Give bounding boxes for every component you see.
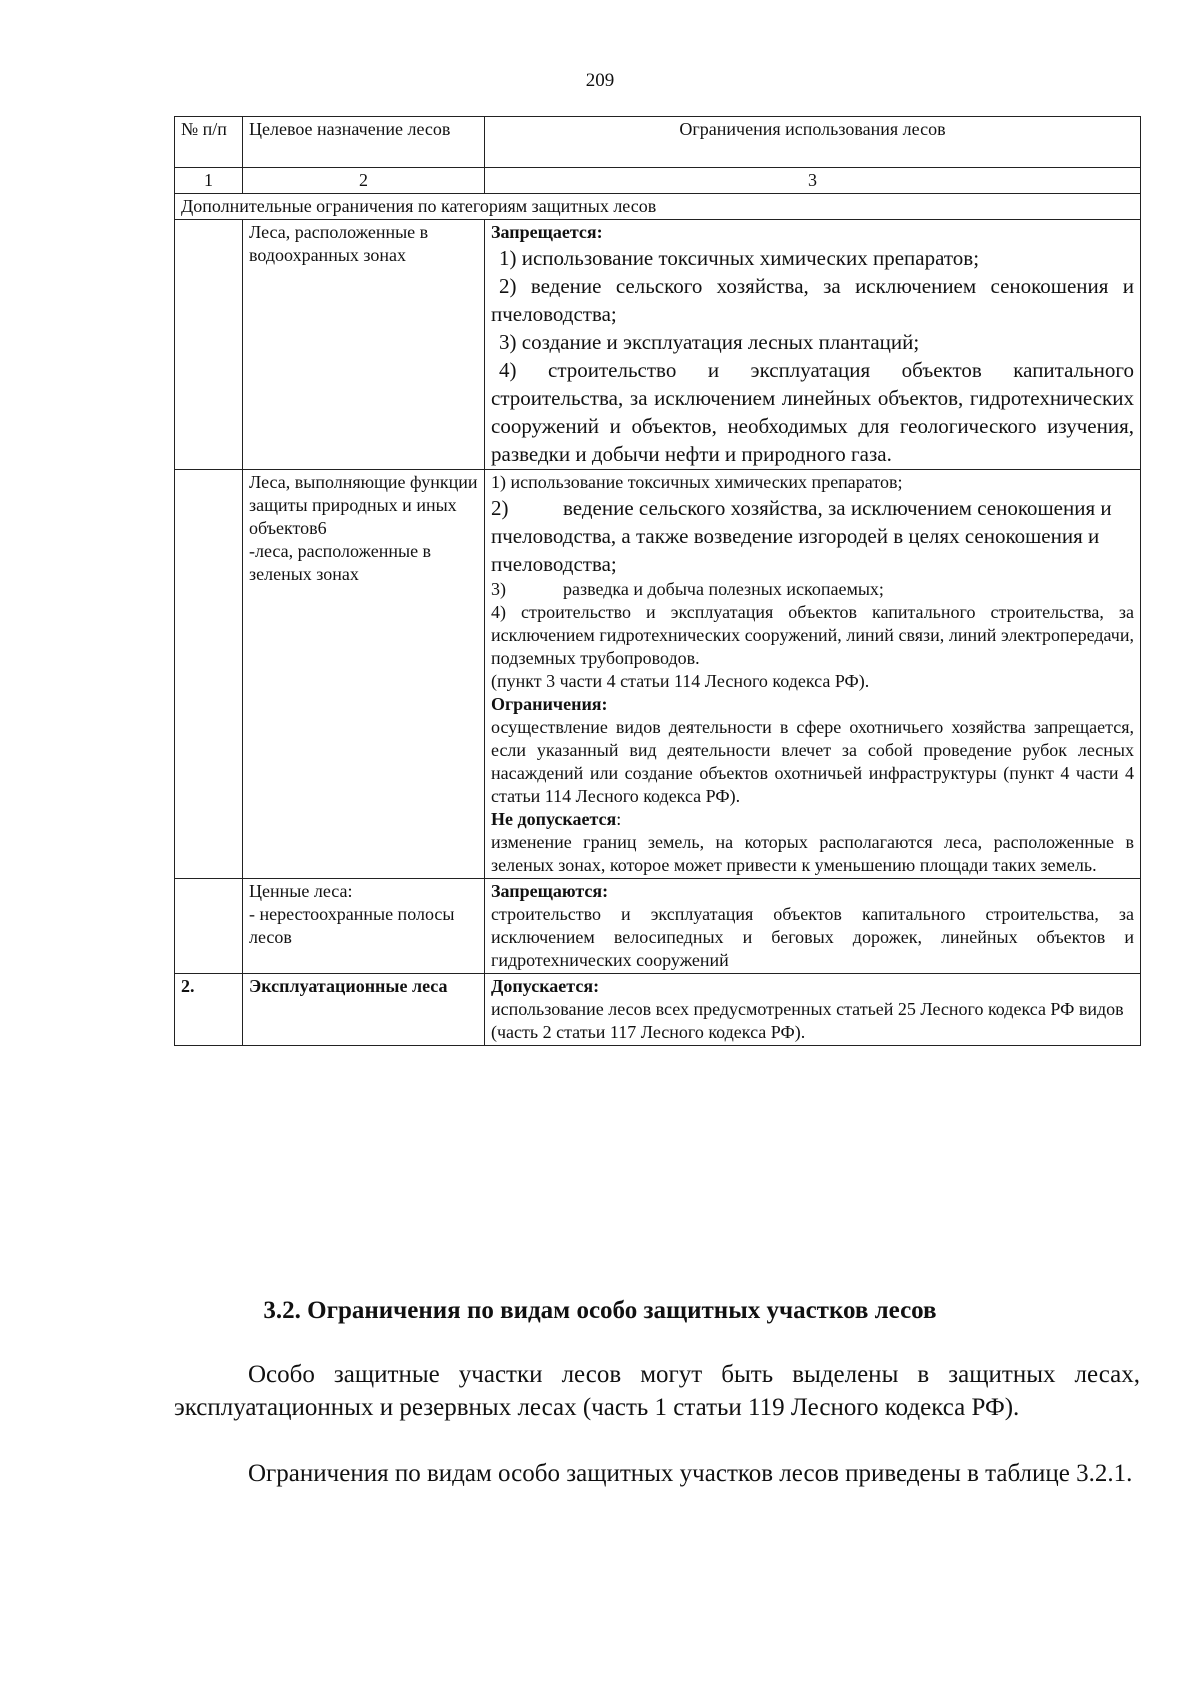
table-row	[175, 220, 1141, 470]
row2-purpose-line-1: Леса, выполняющие функции защиты природных и иных объектов6	[249, 472, 478, 538]
paragraph-1: Особо защитные участки лесов могут быть выделены в защитных лесах, эксплуатационных и резервных лесах (часть 1 статьи 119 Лесного кодекса РФ).	[174, 1361, 1140, 1421]
row3-number	[175, 879, 243, 974]
page-number: 209	[585, 70, 615, 91]
row1-restrictions	[485, 220, 1141, 470]
row3-restrictions	[485, 879, 1141, 974]
table-header-row	[175, 117, 1141, 168]
row1-item-4: 4) строительство и эксплуатация объектов капитального строительства, за исключением линейных объектов, гидротехнических сооружений и объектов, необходимых для геологического изучения, разведки и добычи нефти и природного газа.	[491, 358, 1134, 466]
row2-item-4: 4) строительство и эксплуатация объектов капитального строительства, за исключением гидротехнических сооружений, линий связи, линий электропередачи, подземных трубопроводов.	[491, 602, 1134, 668]
header-purpose: Целевое назначение лесов	[243, 117, 485, 168]
row2-purpose	[243, 470, 485, 879]
row2-item-3-number: 3)	[491, 579, 506, 599]
row4-restrictions	[485, 974, 1141, 1046]
table-row	[175, 879, 1141, 974]
row1-number	[175, 220, 243, 470]
row3-text: строительство и эксплуатация объектов капитального строительства, за исключением велосипедных и беговых дорожек, линейных объектов и гидротехнических сооружений	[491, 904, 1134, 970]
column-number-2: 2	[243, 168, 485, 194]
section-row	[175, 194, 1141, 220]
row2-item-1: 1) использование токсичных химических препаратов;	[491, 472, 903, 492]
row3-purpose-line-2: - нерестоохранные полосы лесов	[249, 904, 455, 947]
paragraph-2: Ограничения по видам особо защитных участков лесов приведены в таблице 3.2.1.	[248, 1460, 1133, 1487]
row2-heading-3-colon: :	[616, 809, 622, 829]
row2-text-2: осуществление видов деятельности в сфере охотничьего хозяйства запрещается, если указанный вид деятельности влечет за собой проведение рубок лесных насаждений или создание объектов охотничьей инфраструктуры (пункт 4 части 4 статьи 114 Лесного кодекса РФ).	[491, 717, 1134, 806]
column-numbers-row	[175, 168, 1141, 194]
row4-number: 2.	[175, 974, 243, 1046]
header-number: № п/п	[175, 117, 243, 168]
row2-text-3: изменение границ земель, на которых располагаются леса, расположенные в зеленых зонах, которое может привести к уменьшению площади таких земель.	[491, 832, 1134, 875]
column-number-1: 1	[175, 168, 243, 194]
section-row-label: Дополнительные ограничения по категориям защитных лесов	[175, 194, 1141, 220]
row2-purpose-line-2: -леса, расположенные в зеленых зонах	[249, 541, 432, 584]
section-title: 3.2. Ограничения по видам особо защитных участков лесов	[263, 1297, 937, 1324]
row2-heading-3-line	[491, 808, 1134, 831]
row2-item-3	[491, 578, 1134, 601]
row2-item-2-text: ведение сельского хозяйства, за исключением сенокошения и пчеловодства, а также возведение изгородей в целях сенокошения и пчеловодства;	[491, 496, 1112, 576]
row1-item-1: 1) использование токсичных химических препаратов;	[499, 246, 980, 270]
row3-purpose-line-1: Ценные леса:	[249, 881, 353, 901]
row4-purpose: Эксплуатационные леса	[243, 974, 485, 1046]
table-row	[175, 974, 1141, 1046]
row2-item-2	[491, 494, 1134, 578]
row4-text: использование лесов всех предусмотренных статьей 25 Лесного кодекса РФ видов (часть 2 статьи 117 Лесного кодекса РФ).	[491, 999, 1124, 1042]
row2-number	[175, 470, 243, 879]
row3-purpose	[243, 879, 485, 974]
row1-purpose: Леса, расположенные в водоохранных зонах	[243, 220, 485, 470]
header-restrictions: Ограничения использования лесов	[485, 117, 1141, 168]
row2-restrictions	[485, 470, 1141, 879]
row1-item-3: 3) создание и эксплуатация лесных плантаций;	[499, 330, 920, 354]
restrictions-table	[174, 116, 1141, 1046]
table-row	[175, 470, 1141, 879]
row2-item-3-text: разведка и добыча полезных ископаемых;	[563, 579, 884, 599]
column-number-3: 3	[485, 168, 1141, 194]
row1-heading: Запрещается:	[491, 222, 603, 242]
row3-heading: Запрещаются:	[491, 881, 609, 901]
row2-reference: (пункт 3 части 4 статьи 114 Лесного кодекса РФ).	[491, 671, 870, 691]
row2-heading-2: Ограничения:	[491, 694, 608, 714]
row1-item-2: 2) ведение сельского хозяйства, за исключением сенокошения и пчеловодства;	[491, 274, 1134, 326]
row4-heading: Допускается:	[491, 976, 600, 996]
row2-item-2-number: 2)	[491, 496, 509, 520]
row2-heading-3: Не допускается	[491, 809, 617, 829]
